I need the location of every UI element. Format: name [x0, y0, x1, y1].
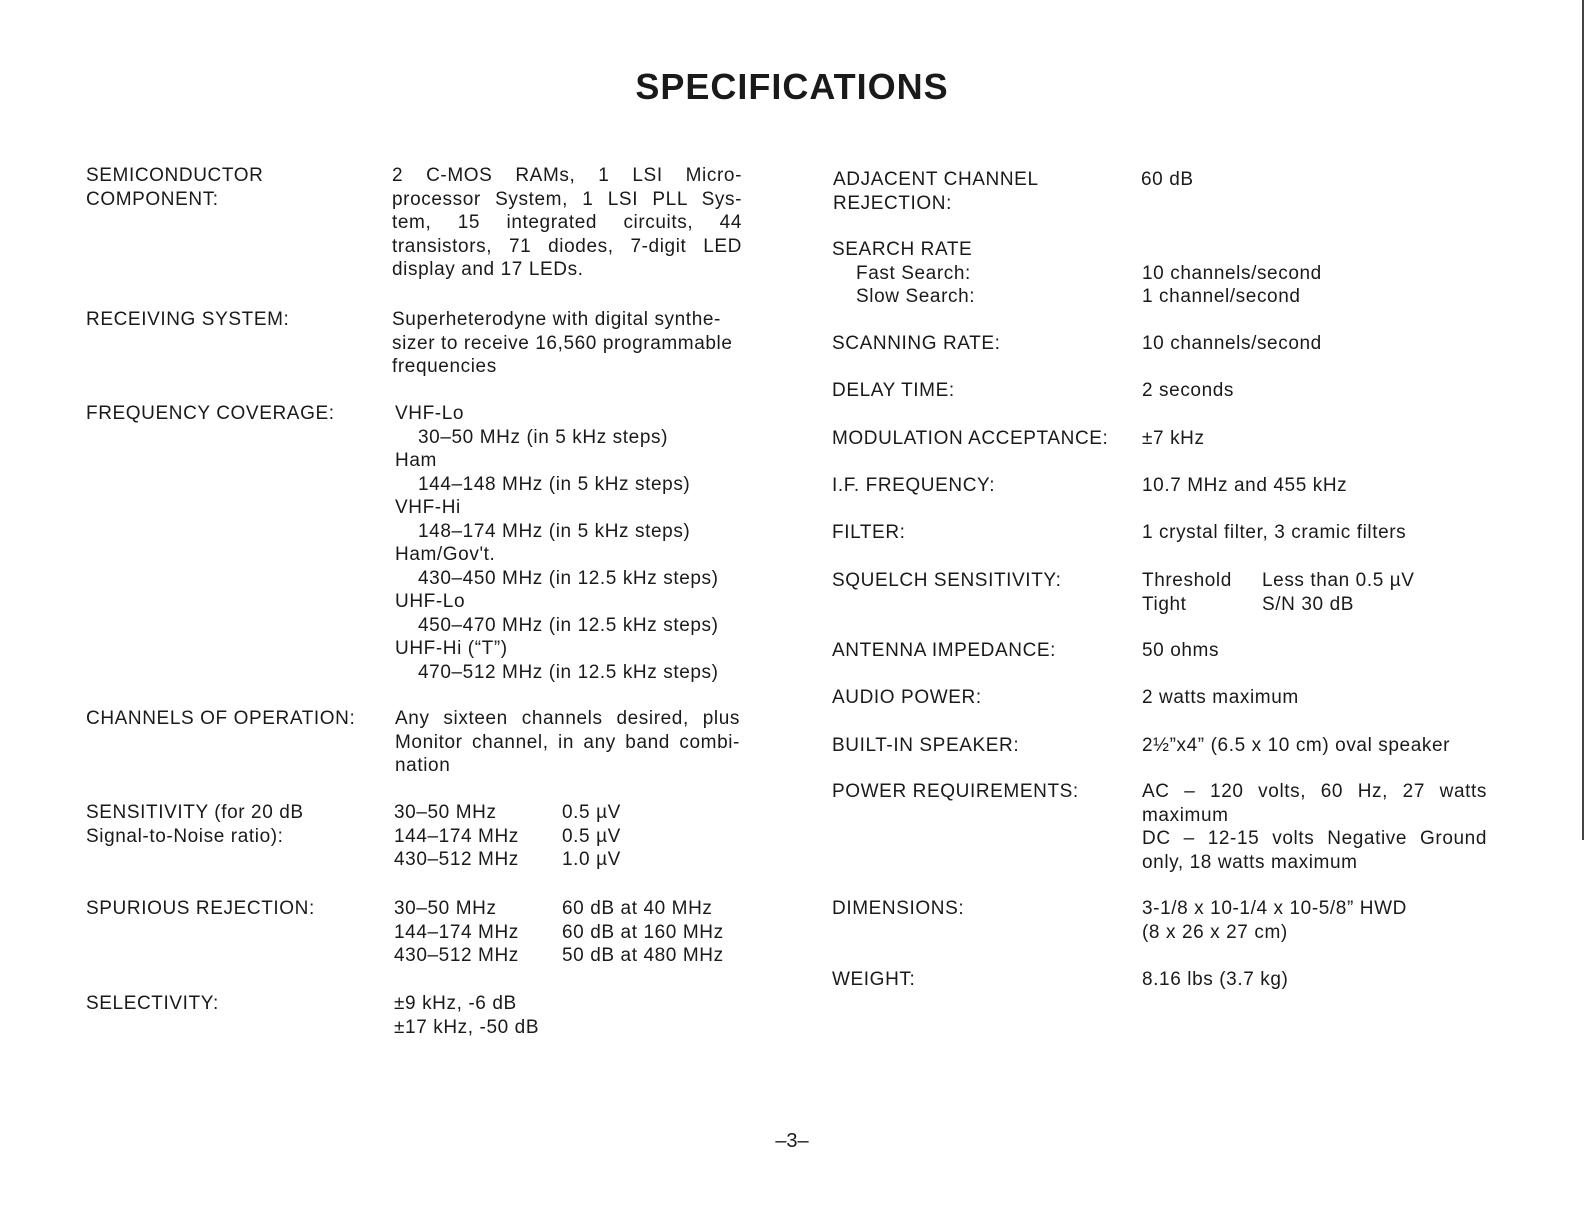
- spec-value: Any sixteen channels desired, plus Monitor channel, in any band combi- nation: [395, 708, 740, 776]
- spec-value: 8.16 lbs (3.7 kg): [1142, 969, 1289, 990]
- spec-value: 10.7 MHz and 455 kHz: [1142, 475, 1348, 496]
- spec-label: SEMICONDUCTOR COMPONENT:: [86, 165, 264, 210]
- spec-label: MODULATION ACCEPTANCE:: [832, 428, 1109, 449]
- spec-value: 50 ohms: [1142, 640, 1220, 661]
- spec-label: SEARCH RATE Fast Search: Slow Search:: [832, 239, 976, 307]
- spec-label: POWER REQUIREMENTS:: [832, 781, 1079, 802]
- spec-value: 30–50 MHz 0.5 µV 144–174 MHz 0.5 µV 430–512 MHz 1.0 µV: [394, 802, 621, 870]
- spec-value: ±7 kHz: [1142, 428, 1205, 449]
- spec-label: RECEIVING SYSTEM:: [86, 309, 290, 330]
- page-title: SPECIFICATIONS: [635, 66, 949, 107]
- spec-label: FREQUENCY COVERAGE:: [86, 403, 335, 424]
- spec-label: ANTENNA IMPEDANCE:: [832, 640, 1057, 661]
- spec-label: CHANNELS OF OPERATION:: [86, 708, 356, 729]
- spec-label: SELECTIVITY:: [86, 993, 219, 1014]
- spec-value: 30–50 MHz 60 dB at 40 MHz 144–174 MHz 60 dB at 160 MHz 430–512 MHz 50 dB at 480 MHz: [394, 898, 724, 966]
- spec-value: 10 channels/second: [1142, 333, 1322, 354]
- spec-label: SPURIOUS REJECTION:: [86, 898, 315, 919]
- spec-label: SQUELCH SENSITIVITY:: [832, 570, 1062, 591]
- spec-label: SCANNING RATE:: [832, 333, 1001, 354]
- spec-value: ±9 kHz, -6 dB ±17 kHz, -50 dB: [394, 993, 540, 1038]
- spec-label: WEIGHT:: [832, 969, 916, 990]
- spec-value: Threshold Less than 0.5 µV Tight S/N 30 dB: [1142, 570, 1415, 615]
- spec-value: VHF-Lo 30–50 MHz (in 5 kHz steps) Ham 144–148 MHz (in 5 kHz steps) VHF-Hi 148–174 MHz (in 5 kHz steps) Ham/Gov't. 430–450 MHz (in 12.5 kHz steps) UHF-Lo 450–470 MHz (in 12.5 kHz steps) UHF-Hi (“T”) 470–512 MHz (in 12.5 kHz steps): [395, 403, 719, 683]
- spec-label: ADJACENT CHANNEL REJECTION:: [833, 169, 1039, 214]
- spec-label: DELAY TIME:: [832, 380, 955, 401]
- page-number: –3–: [775, 1130, 809, 1152]
- spec-label: I.F. FREQUENCY:: [832, 475, 996, 496]
- spec-value: Superheterodyne with digital synthe- sizer to receive 16,560 programmable frequencies: [392, 309, 733, 377]
- spec-value: 3-1/8 x 10-1/4 x 10-5/8” HWD (8 x 26 x 27 cm): [1142, 898, 1407, 943]
- spec-value: 60 dB: [1141, 169, 1194, 190]
- spec-value: 2 watts maximum: [1142, 687, 1299, 708]
- spec-value: 1 crystal filter, 3 cramic filters: [1142, 522, 1407, 543]
- spec-value: 2 seconds: [1142, 380, 1235, 401]
- spec-value: 2½”x4” (6.5 x 10 cm) oval speaker: [1142, 735, 1451, 756]
- spec-label: SENSITIVITY (for 20 dB Signal-to-Noise ratio):: [86, 802, 304, 847]
- spec-value: 10 channels/second 1 channel/second: [1142, 262, 1322, 307]
- spec-value: 2 C-MOS RAMs, 1 LSI Micro- processor System, 1 LSI PLL Sys- tem, 15 integrated circuits, 44 transistors, 71 diodes, 7-digit LED display and 17 LEDs.: [392, 165, 742, 280]
- spec-label: BUILT-IN SPEAKER:: [832, 735, 1020, 756]
- spec-label: AUDIO POWER:: [832, 687, 982, 708]
- spec-label: DIMENSIONS:: [832, 898, 965, 919]
- spec-value: AC – 120 volts, 60 Hz, 27 watts maximum DC – 12-15 volts Negative Ground only, 18 watts maximum: [1142, 781, 1487, 873]
- spec-label: FILTER:: [832, 522, 906, 543]
